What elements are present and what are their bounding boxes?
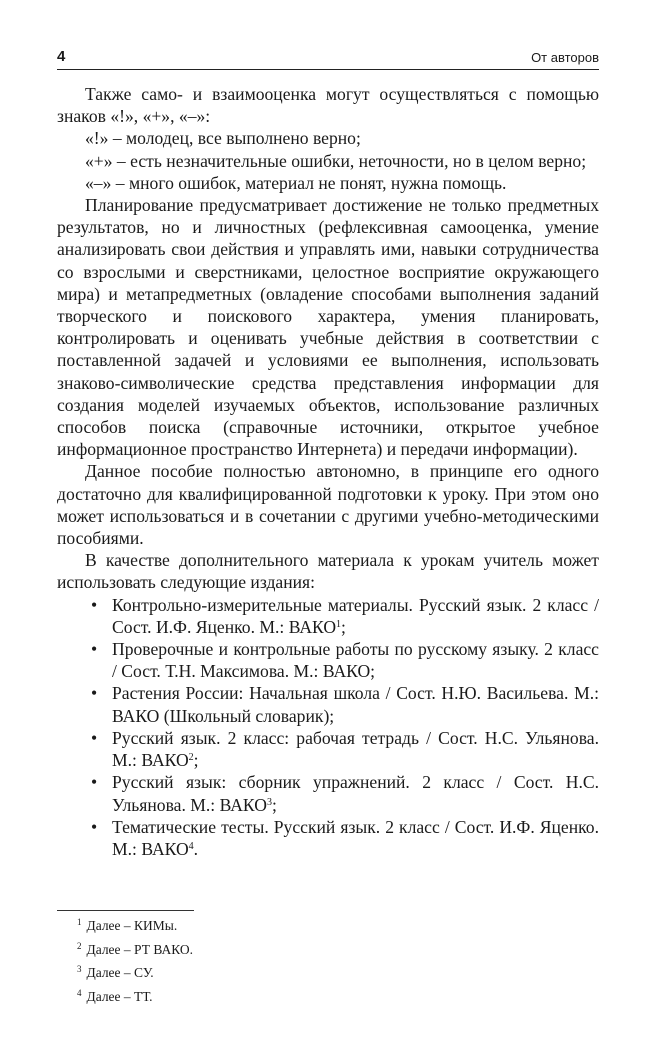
footnote-ref: 1 bbox=[336, 618, 342, 630]
paragraph: В качестве дополнительного материала к урокам учитель может использовать следующие издания: bbox=[57, 550, 599, 593]
bullet-icon: • bbox=[91, 639, 98, 660]
footnote-ref: 3 bbox=[266, 796, 272, 808]
footnote bbox=[77, 938, 193, 962]
bullet-icon: • bbox=[91, 683, 98, 704]
list-item bbox=[57, 594, 599, 638]
paragraph: Также само- и взаимооценка могут осуществляться с помощью знаков «!», «+», «–»: bbox=[57, 84, 599, 127]
footnote-text: Далее – ТТ. bbox=[86, 988, 153, 1004]
footnote-number: 1 bbox=[77, 917, 82, 927]
footnote-text: Далее – РТ ВАКО. bbox=[86, 941, 194, 957]
sources-list bbox=[57, 594, 599, 860]
bullet-icon: • bbox=[91, 772, 98, 793]
paragraph: «+» – есть незначительные ошибки, неточности, но в целом верно; bbox=[85, 150, 587, 171]
source-text: Тематические тесты. Русский язык. 2 класс / Сост. И.Ф. Яценко. М.: ВАКО bbox=[112, 816, 599, 859]
list-item bbox=[57, 638, 599, 682]
list-item bbox=[57, 816, 599, 860]
bullet-icon: • bbox=[91, 727, 98, 748]
source-tail: . bbox=[193, 838, 199, 859]
source-tail: ; bbox=[271, 794, 277, 815]
page-header bbox=[57, 47, 599, 70]
page-number: 4 bbox=[57, 48, 66, 65]
source-text: Русский язык: сборник упражнений. 2 класс / Сост. Н.С. Ульянова. М.: ВАКО bbox=[112, 772, 599, 815]
footnote bbox=[77, 914, 193, 938]
paragraph: «!» – молодец, все выполнено верно; bbox=[85, 128, 361, 149]
footnote-divider bbox=[57, 910, 194, 911]
footnote bbox=[77, 961, 193, 985]
footnote-number: 4 bbox=[77, 987, 82, 998]
source-text: Растения России: Начальная школа / Сост. Н.Ю. Васильева. М.: ВАКО (Школьный словарик); bbox=[112, 683, 599, 726]
source-text: Контрольно-измерительные материалы. Русский язык. 2 класс / Сост. И.Ф. Яценко. М.: ВАКО bbox=[112, 594, 599, 637]
list-item bbox=[57, 682, 599, 726]
footnote-ref: 2 bbox=[188, 752, 194, 764]
footnote-text: Далее – СУ. bbox=[86, 965, 154, 980]
running-title: От авторов bbox=[531, 50, 599, 65]
body-text bbox=[57, 83, 599, 860]
footnote bbox=[77, 985, 193, 1009]
source-tail: ; bbox=[341, 616, 346, 637]
paragraph: «–» – много ошибок, материал не понят, нужна помощь. bbox=[85, 172, 507, 193]
footnote-text: Далее – КИМы. bbox=[86, 918, 178, 933]
footnote-ref: 4 bbox=[188, 840, 194, 852]
paragraph: Данное пособие полностью автономно, в принципе его одного достаточно для квалифицированной подготовки к уроку. При этом оно может использоваться и в сочетании с другими учебно-методическими пособиями. bbox=[57, 461, 599, 549]
source-tail: ; bbox=[193, 750, 199, 771]
source-text: Проверочные и контрольные работы по русскому языку. 2 класс / Сост. Т.Н. Максимова. М.: ВАКО; bbox=[112, 639, 599, 682]
list-item bbox=[57, 771, 599, 815]
source-text: Русский язык. 2 класс: рабочая тетрадь / Сост. Н.С. Ульянова. М.: ВАКО bbox=[112, 727, 599, 771]
footnote-number: 3 bbox=[77, 964, 82, 974]
bullet-icon: • bbox=[91, 816, 98, 837]
footnote-number: 2 bbox=[77, 940, 82, 951]
paragraph: Планирование предусматривает достижение не только предметных результатов, но и личностных (рефлексивная самооценка, умение анализировать свои действия и управлять ими, навыки сотрудничества со взрослыми и сверстниками, целостное восприятие окружающего мира) и метапредметных (овладение способами выполнения заданий творческого и поискового характера, умения планировать, контролировать и оценивать учебные действия в соответствии с поставленной задачей и условиями ее выполнения, использовать знаково-символические средства представления информации для создания моделей изучаемых объектов, использование различных способов поиска (справочные источники, открытое учебное информационное пространство Интернета) и передачи информации). bbox=[57, 195, 599, 460]
list-item bbox=[57, 727, 599, 771]
footnotes bbox=[77, 914, 193, 1008]
bullet-icon: • bbox=[91, 594, 98, 615]
